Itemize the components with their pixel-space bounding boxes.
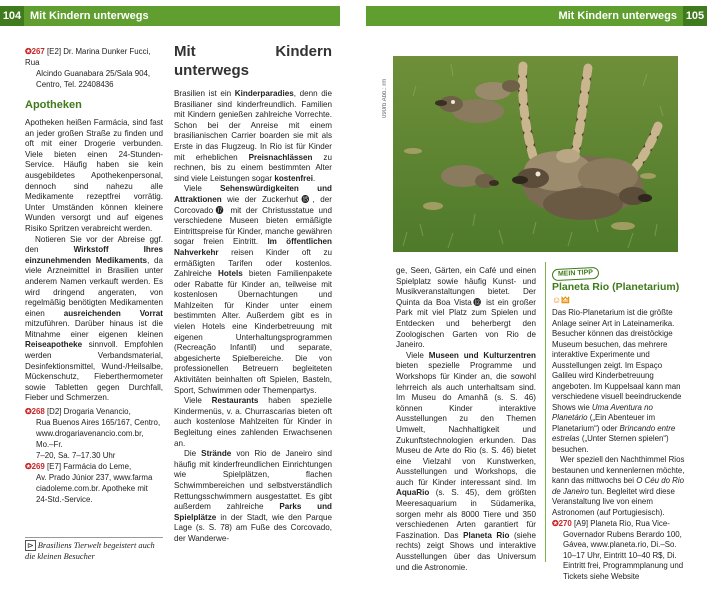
paragraph: Apotheken heißen Farmácia, sind fast an jeder großen Straße zu finden und oft mit einer Drogerie verbunden. Viele bieten einen 24-Stunden-Service. Häufig haben sie kein ausgebildetes Apothekenpersonal, dennoch sind nahezu alle Medikamente rezeptfrei vorrätig. Unter Umständen können kleinere Wunden versorgt und auf eigenes Risiko Spritzen verabreicht werden.: [25, 118, 163, 233]
map-pin-marker: ✪269: [25, 462, 45, 472]
paragraph: Notieren Sie vor der Abreise ggf. den Wirkstoff Ihres einzunehmenden Medikaments, da viele Arzneimittel in Brasilien unter anderem Namen verkauft werden. Es wird dringend angeraten, von regelmäßig benötigten Medikamenten einen ausreichenden Vorrat mitzuführen. Darüber hinaus ist die Mitnahme einer eigenen kleinen Reiseapotheke sinnvoll. Empfohlen werden Verbandsmaterial, Desinfektionsmittel, Wund-/Heilsalbe, Mückenschutz, Fieberthermometer sowie Tabletten gegen Durchfall, Fieber und Schmerzen.: [25, 234, 163, 403]
photo-credit: 090rb Abb.: rm: [382, 78, 388, 118]
tip-body: Das Rio-Planetarium ist die größte Anlage seiner Art in Lateinamerika. Besucher können das dreistöckige Museum besuchen, das mehrere interaktive Experimente und Ausstellungen zeigt. Im Espaço Galileu wird Kinderbetreuung angeboten. Im Kuppelsaal kann man verschiedene visuell beeindruckende Shows wie Uma Aventura no Planetário („Ein Abenteuer im Planetarium“) oder Brincando entre estrelas („Unter Sternen spielen“) besuchen. Wer speziell den Nachthimmel Rios bestaunen und kennenlernen möchte, kann das mittwochs bei O Céu do Rio de Janeiro tun. Begleitet wird diese Veranstaltung live von einem Astronomen (auf Portugiesisch). ✪270 [A9] Planeta Rio, Rua Vice- Governador Rubens Berardo 100, Gávea, www.planeta.rio, Di.–So. 10–17 Uhr, Eintritt 10–40 R$, Di. Eintritt frei, Programmplanung und Tickets siehe Website: [552, 308, 687, 582]
paragraph: Viele Museen und Kulturzentren bieten spezielle Programme und Workshops für Kinder an, die sowohl lehrreich als auch unterhaltsam sind. Im Museu do Amanhã (s. S. 46) können Kinder interaktive Ausstellungen zu den Themen Umwelt, Nachhaltigkeit und Zukunftstechnologien erkunden. Das Museu de Arte do Rio (s. S. 46) bietet eine Vielzahl von Kunstwerken, Ausstellungen und Workshops, die auch für Kinder interessant sind. Im AquaRio (s. S. 45), dem größten Meeresaquarium in Südamerika, sorgen mehr als 8000 Tiere und 350 verschiedenen Arten garantiert für Faszination. Das Planeta Rio (siehe rechts) zeigt Shows und interaktive Ausstellungen über das Universum und die Astronomie.: [396, 350, 537, 572]
map-pin-marker: ✪268: [25, 407, 45, 417]
paragraph: Viele Restaurants haben spezielle Kindermenüs, v. a. Churrascarias bieten oft auch kostenlose Mahlzeiten für Kinder in Begleitung eines zahlenden Erwachsenen an.: [174, 396, 332, 448]
column-1: [25, 46, 163, 505]
page-number-left: 104: [0, 6, 24, 26]
caption-marker-icon: ⊳: [27, 541, 34, 550]
address-line: [E2] Dr. Marina Dunker Fucci, Rua: [25, 47, 151, 67]
column-2: [174, 42, 332, 545]
running-title-right: Mit Kindern unterwegs: [558, 10, 677, 22]
page-number-right: 105: [683, 6, 707, 26]
coati-photo: [393, 56, 678, 252]
address-line: Centro, Tel. 22408436: [36, 80, 114, 89]
website-link[interactable]: Av. Prado Júnior 237, www.farma: [36, 473, 153, 483]
paragraph: Brasilien ist ein Kinderparadies, denn die Brasilianer sind kinderfreundlich. Familien mit Kindern genießen zahlreiche Vorrechte. Schon bei der Anreise mit einem brasilianischen Carrier boarden sie mit als Erste in das Flugzeug. In Rio ist für Kinder mit erheblichen Preisnachlässen zu rechnen, bis zu einem bestimmten Alter sind viele Leistungen sogar kostenfrei.: [174, 89, 332, 183]
running-title-left: Mit Kindern unterwegs: [30, 10, 149, 22]
address-line: Alcindo Guanabara 25/Sala 904,: [36, 69, 151, 78]
tip-title: Planeta Rio (Planetarium) ☺🜲: [552, 281, 680, 305]
address-block-267: [25, 46, 163, 90]
tip-box: [545, 262, 687, 581]
coati-photo-illustration: [393, 56, 678, 252]
address-block-270: ✪270 [A9] Planeta Rio, Rua Vice- Governador Rubens Berardo 100, Gávea, www.planeta.rio, Di.–So. 10–17 Uhr, Eintritt 10–40 R$, Di. Eintritt frei, Programmplanung und Tickets siehe Website: [552, 519, 687, 582]
header-bar-right: [366, 6, 707, 26]
website-link[interactable]: www.drogariavenancio.com.br, Mo.–Fr.: [36, 429, 144, 450]
map-pin-marker: ✪270: [552, 519, 572, 528]
paragraph: ge, Seen, Gärten, ein Café und einen Spielplatz sowie häufig Kunst- und Musikveranstaltungen bietet. Der Quinta da Boa Vista⓬ ist ein großer Park mit viel Platz zum Spielen und Entdecken und beherbergt den Zoologischen Garten von Rio de Janeiro.: [396, 266, 536, 350]
map-pin-marker: ✪267: [25, 47, 45, 56]
website-link[interactable]: Gávea, www.planeta.rio, Di.–So.: [563, 540, 677, 549]
address-block-269: ✪269 [E7] Farmácia do Leme, Av. Prado Júnior 237, www.farma ciadoleme.com.br. Apotheke mit 24-Std.-Service.: [25, 461, 163, 505]
family-icon: ☺🜲: [552, 295, 570, 305]
photo-caption: ⊳ Brasiliens Tierwelt begeistert auch die kleinen Besucher: [25, 537, 163, 562]
column-3: [396, 266, 536, 573]
tip-badge: MEIN TIPP: [552, 267, 600, 281]
section-heading-apotheken: Apotheken: [25, 99, 82, 111]
paragraph: Die Strände von Rio de Janeiro sind häufig mit kinderfreundlichen Einrichtungen wie Spielplätzen, flachen Schwimmbereichen und selbstverständlich Rettungsschwimmern ausgestattet. Es gibt außerdem zahlreiche Parks und Spielplätze in der Stadt, wie den Parque Lage (s. S. 78) am Fuße des Corcovado, der Wanderwe-: [174, 449, 333, 543]
address-block-268: ✪268 [D2] Drogaria Venancio, Rua Buenos Aires 165/167, Centro, www.drogariavenancio.com.br, Mo.–Fr. 7–20, Sa. 7–17.30 Uhr: [25, 406, 163, 461]
chapter-title: Mit Kindern unterwegs: [174, 43, 332, 79]
header-bar-left: [0, 6, 340, 26]
paragraph: Viele Sehenswürdigkeiten und Attraktionen wie der Zuckerhut⓯, der Corcovado⓱ mit der Christusstatue und verschiedene Museen bieten ermäßigte Eintrittspreise für Kinder, manche gewähren sogar freien Eintritt. Im öffentlichen Nahverkehr reisen Kinder oft zu ermäßigten Tarifen oder kostenlos. Zahlreiche Hotels bieten Familienpakete oder Rabatte für Kinder an, teilweise mit kostenlosen Übernachtungen und Mahlzeiten für Kinder unter einem bestimmten Alter. Außerdem gibt es in vielen Hotels eine Kinderbetreuung mit eigenen Unterhaltungsprogrammen (Recreação Infantil) und separate, abgesicherte Spielbereiche. Die von professionellen Betreuern begleiteten Aktivitäten beinhalten oft Spielen, Basteln, Sport, Schwimmen oder Themenpartys.: [174, 184, 332, 395]
